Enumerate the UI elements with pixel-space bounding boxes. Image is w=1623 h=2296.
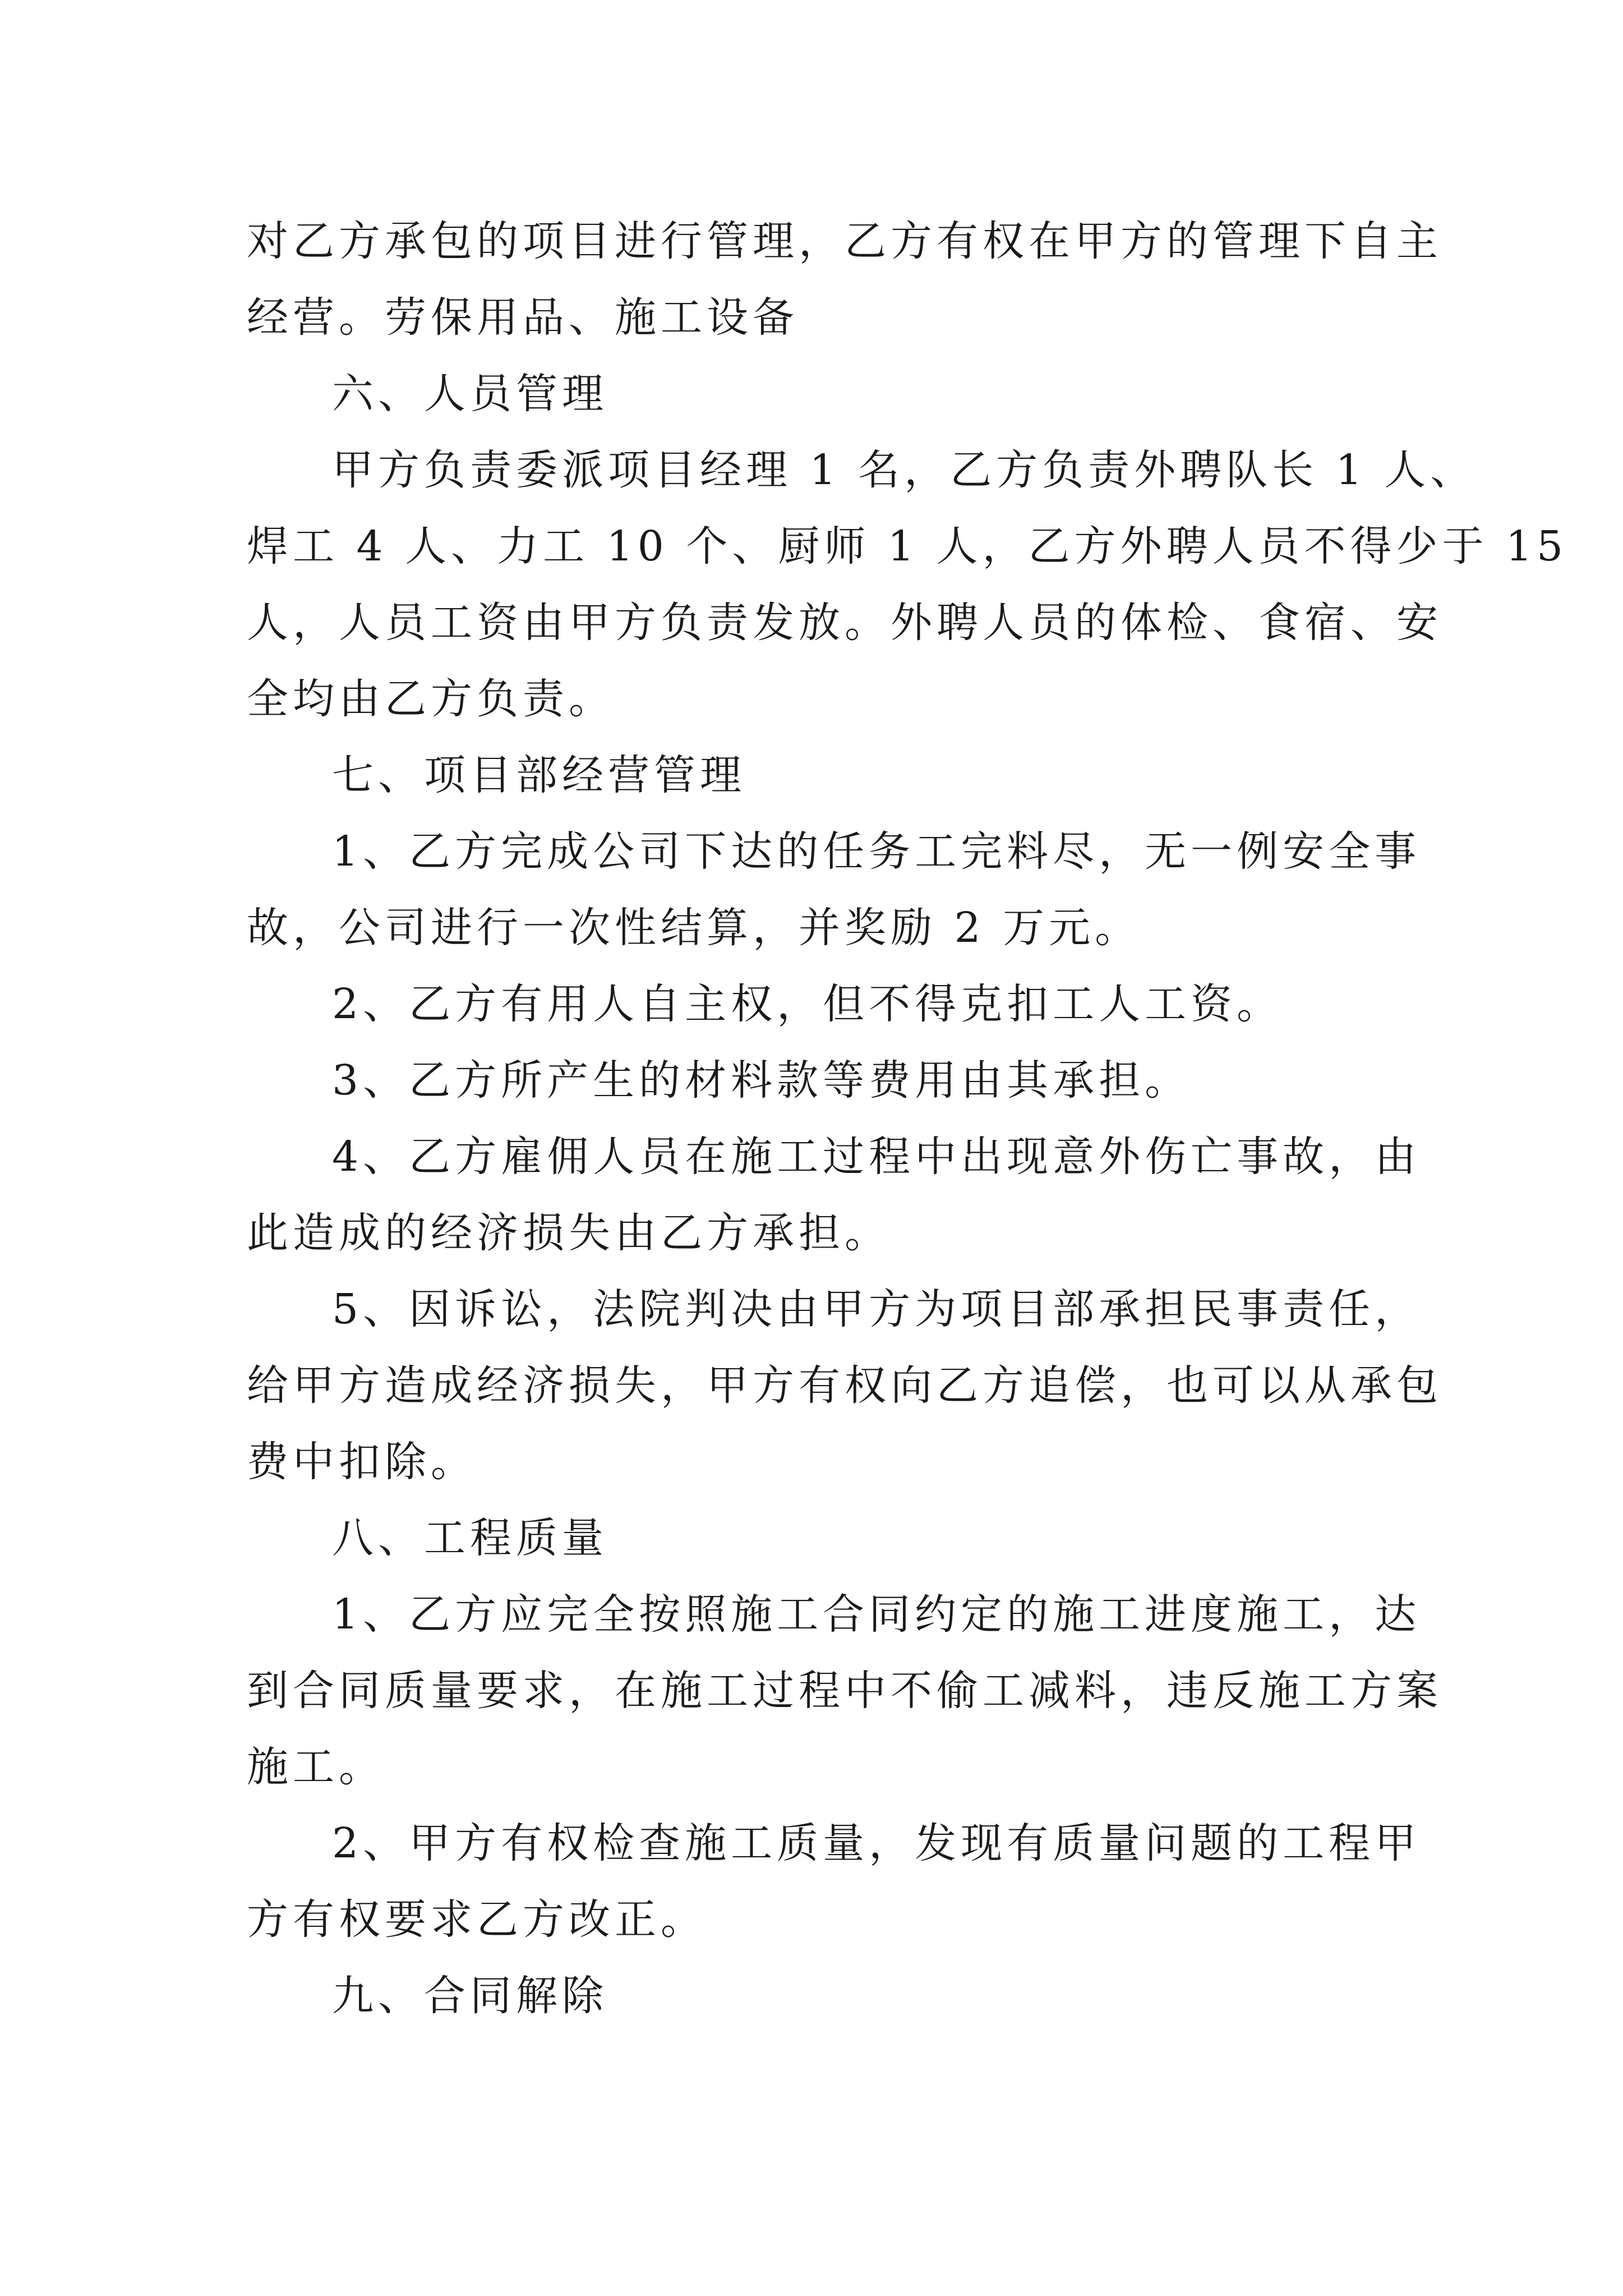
body-line: 费中扣除。 [247, 1438, 477, 1486]
section-heading: 七、项目部经营管理 [332, 751, 746, 799]
body-line: 经营。劳保用品、施工设备 [247, 293, 799, 342]
body-line: 焊工 4 人、力工 10 个、厨师 1 人，乙方外聘人员不得少于 15 [247, 522, 1568, 570]
body-line: 给甲方造成经济损失，甲方有权向乙方追偿，也可以从承包 [247, 1361, 1442, 1410]
section-heading: 六、人员管理 [332, 370, 608, 418]
body-line: 1、乙方应完全按照施工合同约定的施工进度施工，达 [332, 1590, 1421, 1639]
body-line: 对乙方承包的项目进行管理，乙方有权在甲方的管理下自主 [247, 217, 1442, 265]
body-line: 5、因诉讼，法院判决由甲方为项目部承担民事责任， [332, 1285, 1421, 1333]
body-line: 此造成的经济损失由乙方承担。 [247, 1209, 891, 1257]
body-line: 全均由乙方负责。 [247, 675, 615, 723]
body-line: 2、甲方有权检查施工质量，发现有质量问题的工程甲 [332, 1819, 1421, 1867]
body-line: 1、乙方完成公司下达的任务工完料尽，无一例安全事 [332, 827, 1421, 876]
section-heading: 八、工程质量 [332, 1514, 608, 1562]
body-line: 3、乙方所产生的材料款等费用由其承担。 [332, 1056, 1191, 1105]
body-line: 故，公司进行一次性结算，并奖励 2 万元。 [247, 904, 1141, 952]
body-line: 2、乙方有用人自主权，但不得克扣工人工资。 [332, 980, 1283, 1028]
body-line: 方有权要求乙方改正。 [247, 1895, 707, 1944]
section-heading: 九、合同解除 [332, 1972, 608, 2020]
body-line: 人，人员工资由甲方负责发放。外聘人员的体检、食宿、安 [247, 599, 1442, 647]
body-line: 4、乙方雇佣人员在施工过程中出现意外伤亡事故，由 [332, 1133, 1421, 1181]
body-line: 施工。 [247, 1743, 385, 1791]
body-line: 甲方负责委派项目经理 1 名，乙方负责外聘队长 1 人、 [332, 446, 1477, 494]
body-line: 到合同质量要求，在施工过程中不偷工减料，违反施工方案 [247, 1667, 1442, 1715]
